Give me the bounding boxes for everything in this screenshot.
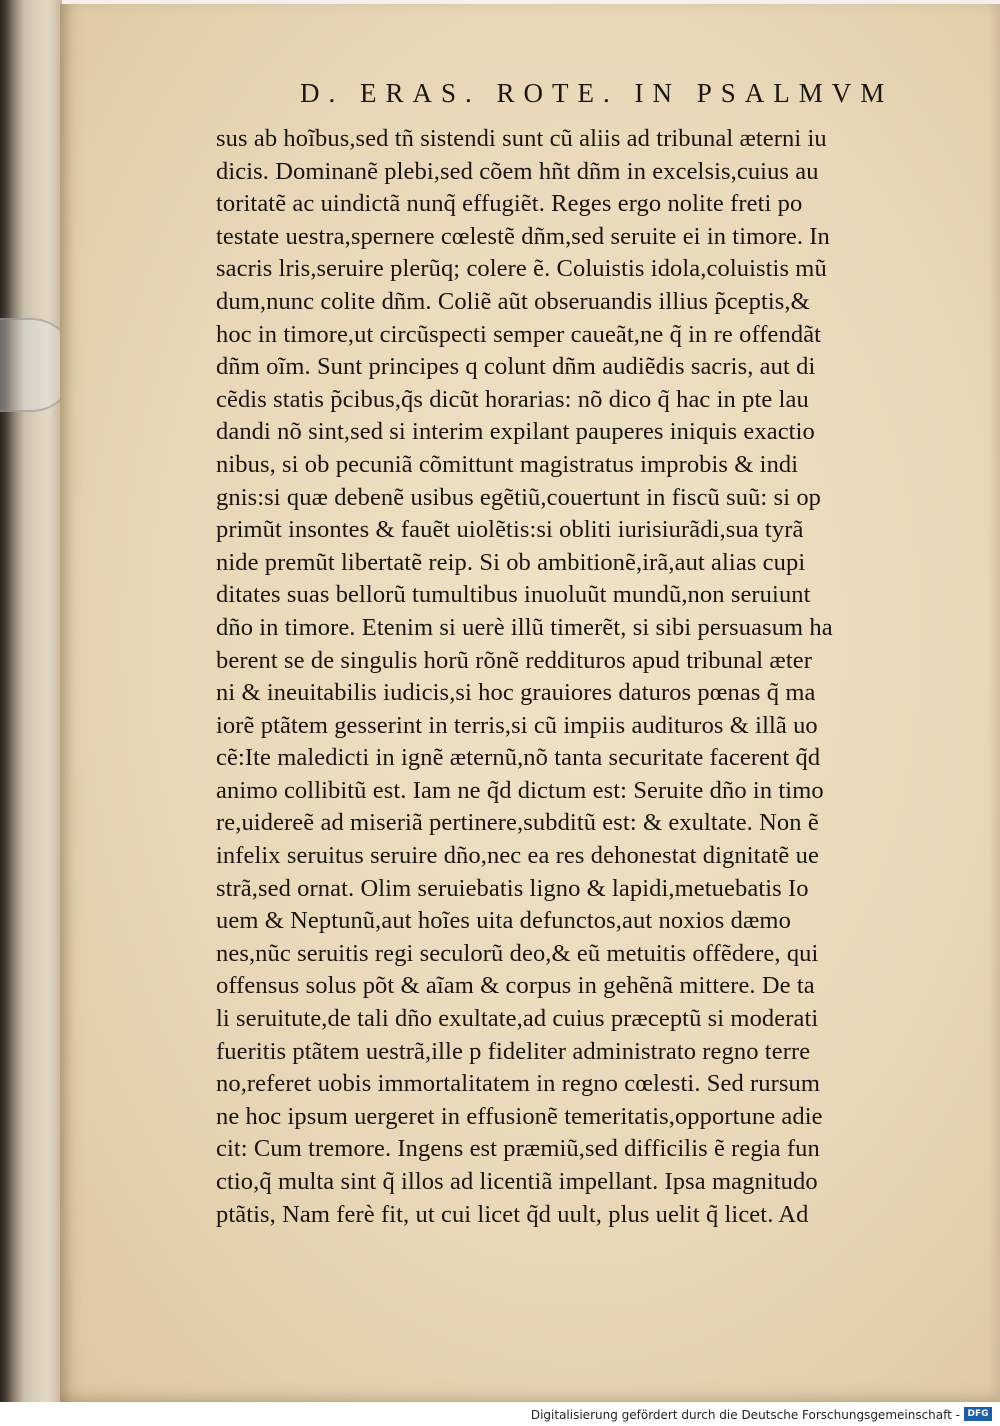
text-line: ditates suas bellorũ tumultibus inuoluũt mundũ,non seruiunt: [216, 581, 811, 609]
text-line: nibus, si ob pecuniã cõmittunt magistratus improbis & indi: [216, 450, 799, 478]
text-line: infelix seruitus seruire dño,nec ea res dehonestat dignitatẽ ue: [216, 842, 819, 870]
text-line: dñm oĩm. Sunt principes q colunt dñm audiẽdis sacris, aut di: [216, 353, 816, 381]
text-line: nide premũt libertatẽ reip. Si ob ambitionẽ,irã,aut alias cupi: [216, 548, 806, 576]
footer-credit: Digitalisierung gefördert durch die Deutsche Forschungsgemeinschaft -: [530, 1408, 960, 1422]
text-line: fueritis ptãtem uestrã,ille p fideliter administrato regno terre: [216, 1037, 811, 1065]
text-line: sus ab hoĩbus,sed tñ sistendi sunt cũ aliis ad tribunal æterni iu: [216, 125, 827, 152]
text-line: dño in timore. Etenim si uerè illũ timerẽt, si sibi persuasum ha: [216, 613, 833, 641]
text-line: sacris lris,seruire plerũq; colere ẽ. Coluistis idola,coluistis mũ: [216, 255, 827, 283]
text-line: no,referet uobis immortalitatem in regno cœlesti. Sed rursum: [216, 1070, 821, 1098]
text-line: li seruitute,de tali dño exultate,ad cuius præceptũ si moderati: [216, 1005, 819, 1033]
text-block: [216, 123, 936, 1231]
footer-bar: [0, 1402, 1000, 1426]
text-line: ni & ineuitabilis iudicis,si hoc grauiores daturos pœnas q̃ ma: [216, 679, 816, 707]
running-head: D. ERAS. ROTE. IN PSALMVM: [300, 78, 894, 108]
text-line: strã,sed ornat. Olim seruiebatis ligno & lapidi,metuebatis Io: [216, 874, 809, 902]
text-line: ne hoc ipsum uergeret in effusionẽ temeritatis,opportune adie: [216, 1102, 823, 1130]
text-line: dicis. Dominanẽ plebi,sed cõem hñt dñm in excelsis,cuius au: [216, 157, 819, 185]
text-line: gnis:si quæ debenẽ usibus egẽtiũ,couertunt in fiscũ suũ: si op: [216, 483, 822, 511]
text-line: uem & Neptunũ,aut hoĩes uita defunctos,aut noxios dæmo: [216, 907, 791, 935]
book-spine-edge: [0, 0, 62, 1426]
text-line: ctio,q̃ multa sint q̃ illos ad licentiã impellant. Ipsa magnitudo: [216, 1168, 818, 1195]
text-line: dandi nõ sint,sed si interim expilant pauperes iniquis exactio: [216, 418, 815, 446]
text-line: cit: Cum tremore. Ingens est præmiũ,sed difficilis ẽ regia fun: [216, 1135, 820, 1163]
text-line: nes,nũc seruitis regi seculorũ deo,& eũ metuitis offẽdere, qui: [216, 939, 819, 967]
dfg-logo: DFG: [964, 1407, 992, 1421]
text-line: iorẽ ptãtem gesserint in terris,si cũ impiis audituros & illã uo: [216, 711, 818, 739]
text-line: re,uidereẽ ad miseriã pertinere,subditũ est: & exultate. Non ẽ: [216, 809, 819, 837]
text-line: toritatẽ ac uindictã nunq̃ effugiẽt. Reges ergo nolite freti po: [216, 190, 803, 218]
text-line: hoc in timore,ut circũspecti semper caueãt,ne q̃ in re offendãt: [216, 320, 822, 348]
page-edge-shadow: [988, 4, 1000, 1402]
text-line: ptãtis, Nam ferè fit, ut cui licet q̃d uult, plus uelit q̃ licet. Ad: [216, 1200, 809, 1228]
text-line: cẽdis statis p̃cibus,q̃s dicũt horarias: nõ dico q̃ hac in pte lau: [216, 385, 809, 413]
text-line: dum,nunc colite dñm. Coliẽ aũt obseruandis illius p̃ceptis,&: [216, 287, 810, 315]
text-line: primũt insontes & fauẽt uiolẽtis:si obliti iurisiurãdi,sua tyrã: [216, 516, 804, 544]
text-line: animo collibitũ est. Iam ne q̃d dictum est: Seruite dño in timo: [216, 776, 824, 804]
text-line: testate uestra,spernere cœlestẽ dñm,sed seruite ei in timore. In: [216, 222, 830, 250]
text-line: offensus solus põt & aĩam & corpus in gehẽnã mittere. De ta: [216, 972, 815, 1000]
text-line: berent se de singulis horũ rõnẽ reddituros apud tribunal æter: [216, 646, 813, 674]
text-line: cẽ:Ite maledicti in ignẽ æternũ,nõ tanta securitate facerent q̃d: [216, 744, 821, 772]
